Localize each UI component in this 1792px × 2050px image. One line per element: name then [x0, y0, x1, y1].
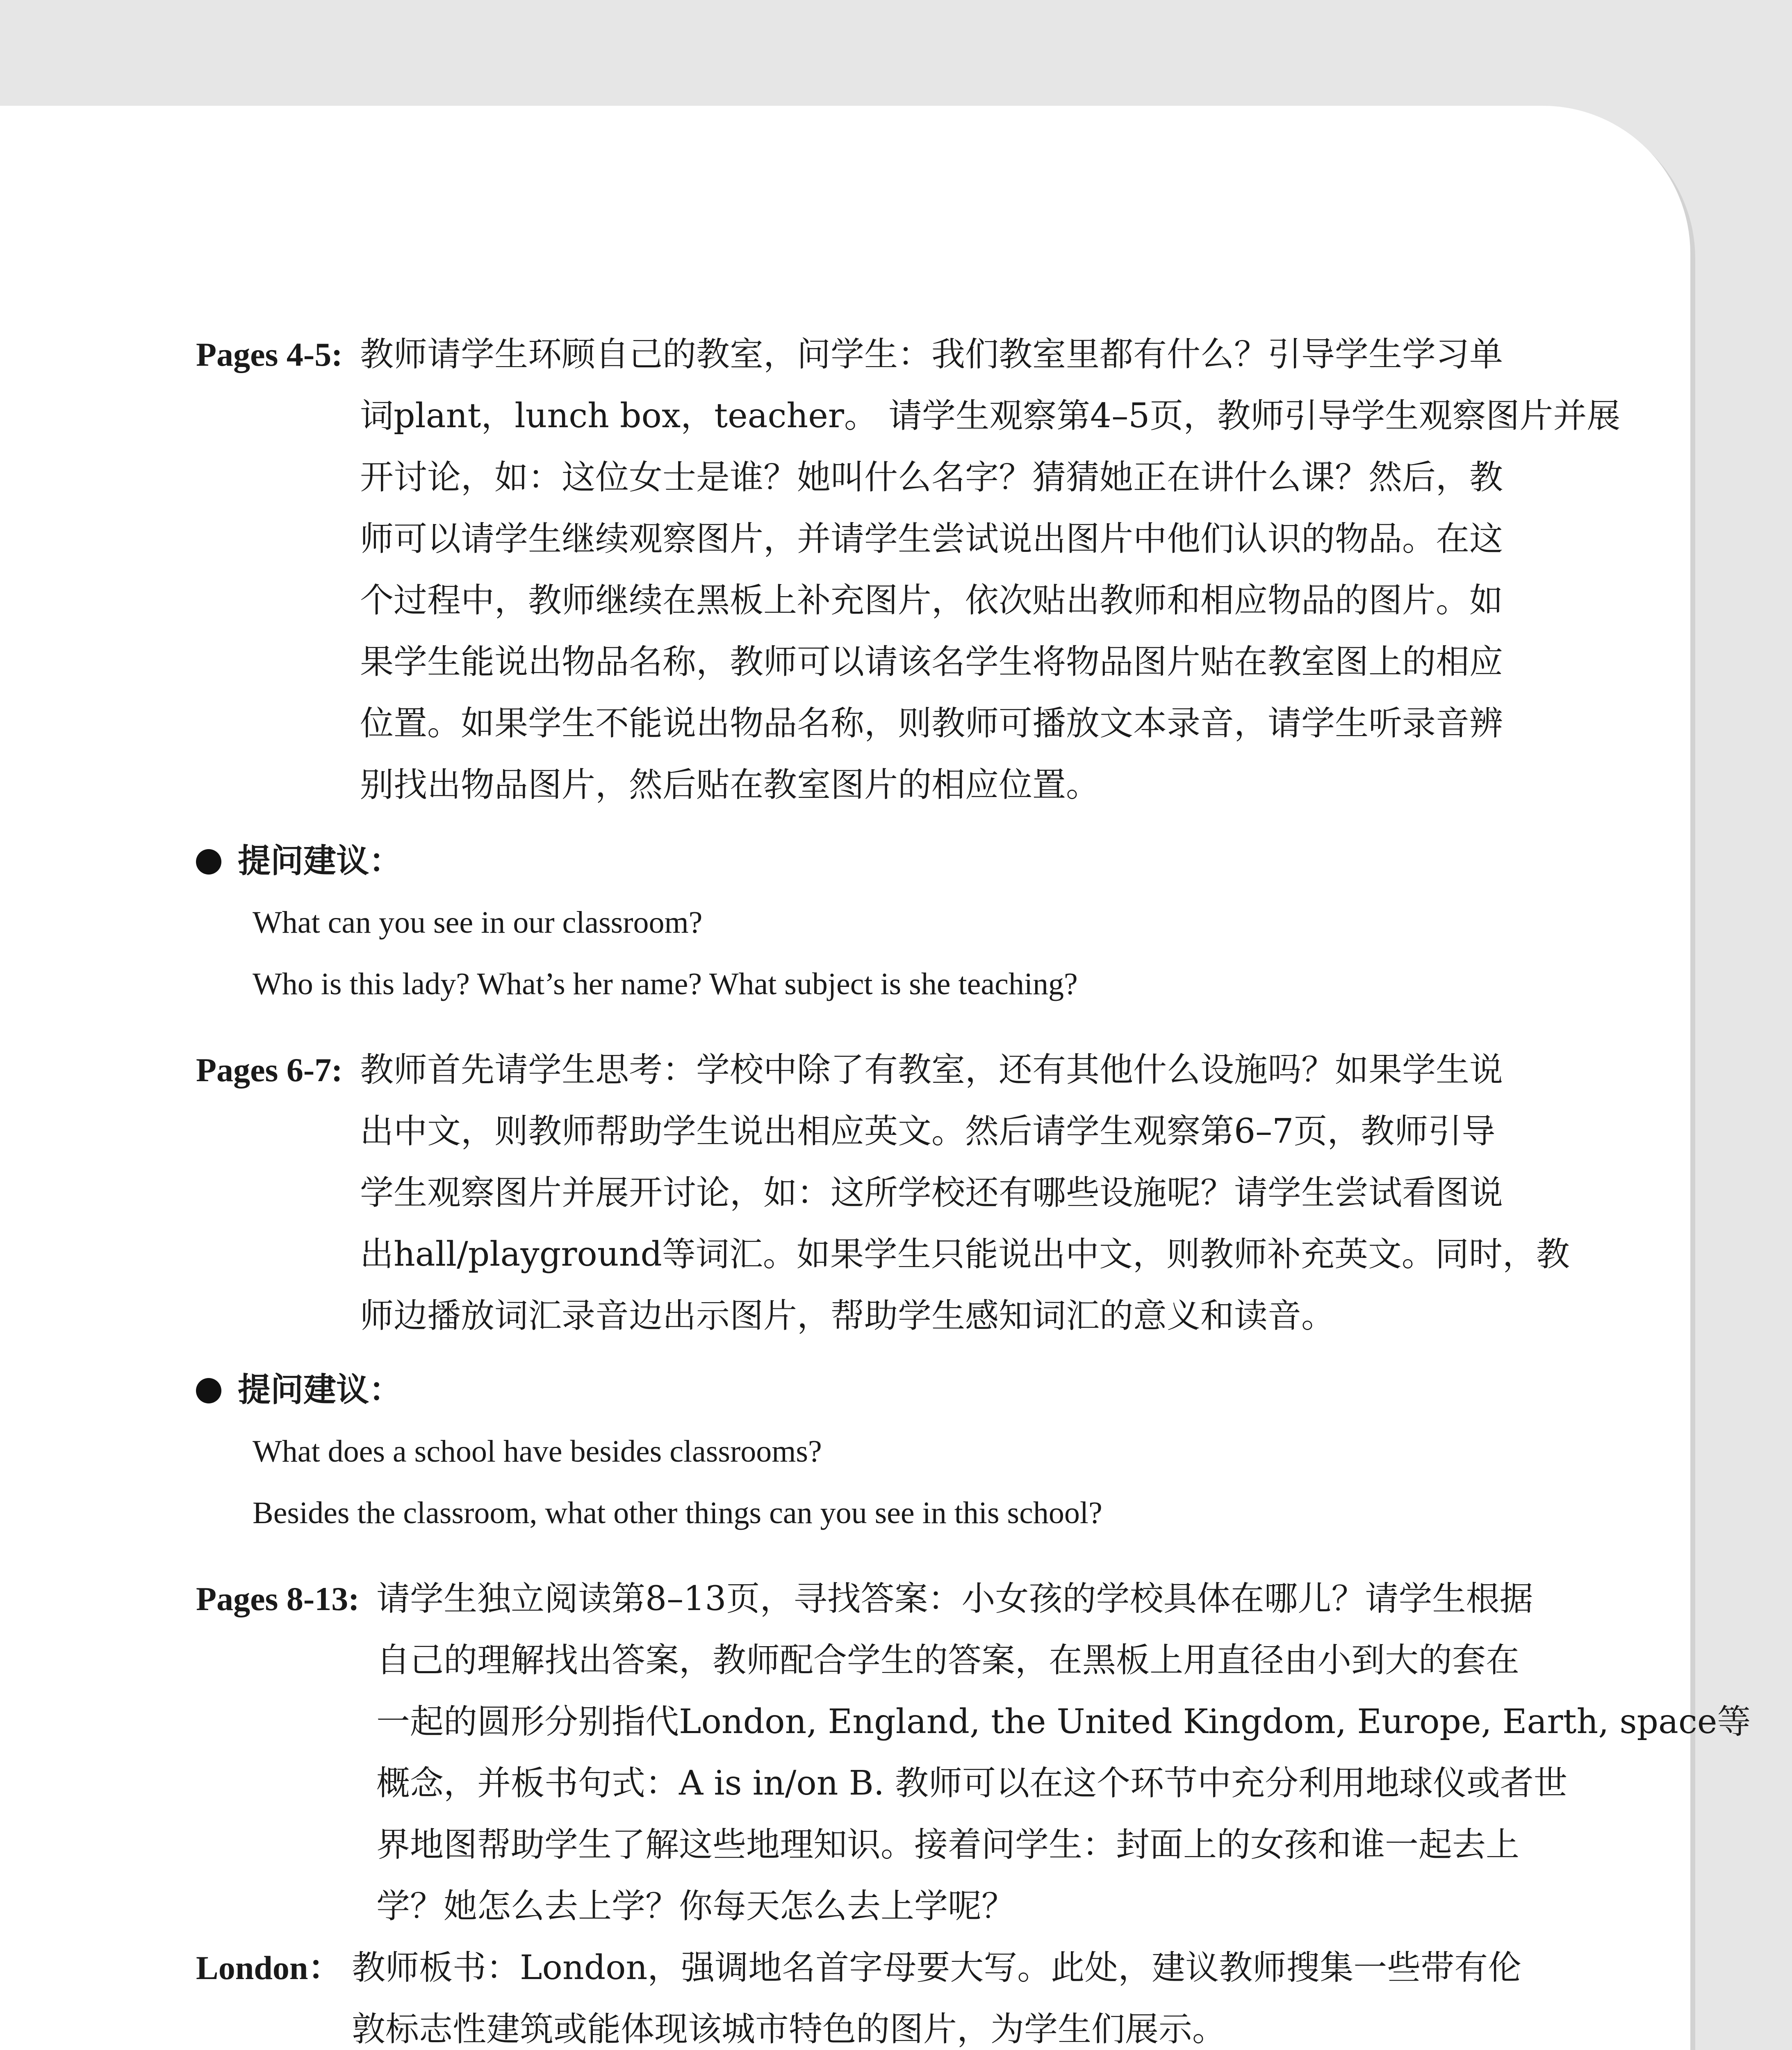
- text-line: 请学生独立阅读第8–13页，寻找答案：小女孩的学校具体在哪儿？请学生根据: [376, 1579, 1533, 1618]
- text-line: 师边播放词汇录音边出示图片，帮助学生感知词汇的意义和读音。: [360, 1296, 1335, 1335]
- section-label: Pages 4-5:: [196, 336, 343, 373]
- text-line: 开讨论，如：这位女士是谁？她叫什么名字？猜猜她正在讲什么课？然后，教: [360, 458, 1503, 497]
- section-pages-8-13: [196, 1568, 1751, 1937]
- text-line: 界地图帮助学生了解这些地理知识。接着问学生：封面上的女孩和谁一起去上: [376, 1825, 1520, 1864]
- question-line: What does a school have besides classrooms?: [253, 1434, 822, 1469]
- bullet-icon: [196, 849, 221, 875]
- question-line: Besides the classroom, what other things can you see in this school?: [253, 1496, 1102, 1530]
- text-line: 位置。如果学生不能说出物品名称，则教师可播放文本录音，请学生听录音辨: [360, 704, 1503, 743]
- text-line: 教师请学生环顾自己的教室，问学生：我们教室里都有什么？引导学生学习单: [360, 335, 1503, 374]
- section-pages-6-7: [196, 1039, 1598, 1347]
- suggestion-heading: 提问建议：: [196, 836, 402, 886]
- text-line: 学？她怎么去上学？你每天怎么去上学呢？: [376, 1887, 1016, 1926]
- text-line: 教师板书：London，强调地名首字母要大写。此处，建议教师搜集一些带有伦: [352, 1948, 1522, 1987]
- suggestion-heading: 提问建议：: [196, 1365, 402, 1414]
- text-line: 别找出物品图片，然后贴在教室图片的相应位置。: [360, 765, 1100, 804]
- text-line: 自己的理解找出答案，教师配合学生的答案，在黑板上用直径由小到大的套在: [376, 1641, 1520, 1680]
- section-label: Pages 6-7:: [196, 1051, 343, 1089]
- text-line: 出hall/playground等词汇。如果学生只能说出中文，则教师补充英文。同时，教: [360, 1235, 1570, 1274]
- bullet-icon: [196, 1378, 221, 1403]
- text-line: 果学生能说出物品名称，教师可以请该名学生将物品图片贴在教室图上的相应: [360, 642, 1503, 681]
- text-line: 敦标志性建筑或能体现该城市特色的图片，为学生们展示。: [352, 2010, 1226, 2049]
- text-line: 师可以请学生继续观察图片，并请学生尝试说出图片中他们认识的物品。在这: [360, 519, 1503, 558]
- section-label: London：: [196, 1949, 342, 1986]
- text-line: 词plant，lunch box，teacher。 请学生观察第4–5页，教师引导学生观察图片并展: [360, 396, 1621, 435]
- question-line: Who is this lady? What’s her name? What subject is she teaching?: [253, 967, 1078, 1001]
- section-label: Pages 8-13:: [196, 1580, 360, 1617]
- question-line: What can you see in our classroom?: [253, 905, 703, 940]
- text-line: 学生观察图片并展开讨论，如：这所学校还有哪些设施呢？请学生尝试看图说: [360, 1173, 1503, 1212]
- text-line: 出中文，则教师帮助学生说出相应英文。然后请学生观察第6–7页，教师引导: [360, 1112, 1496, 1151]
- section-london: [196, 1937, 1598, 2050]
- section-pages-4-5: [196, 324, 1621, 816]
- text-line: 个过程中，教师继续在黑板上补充图片，依次贴出教师和相应物品的图片。如: [360, 581, 1503, 620]
- text-line: 教师首先请学生思考：学校中除了有教室，还有其他什么设施吗？如果学生说: [360, 1050, 1503, 1089]
- text-line: 一起的圆形分别指代London, England, the United Kingdom, Europe, Earth, space等: [376, 1702, 1751, 1741]
- text-line: 概念，并板书句式：A is in/on B. 教师可以在这个环节中充分利用地球仪或者世: [376, 1764, 1567, 1803]
